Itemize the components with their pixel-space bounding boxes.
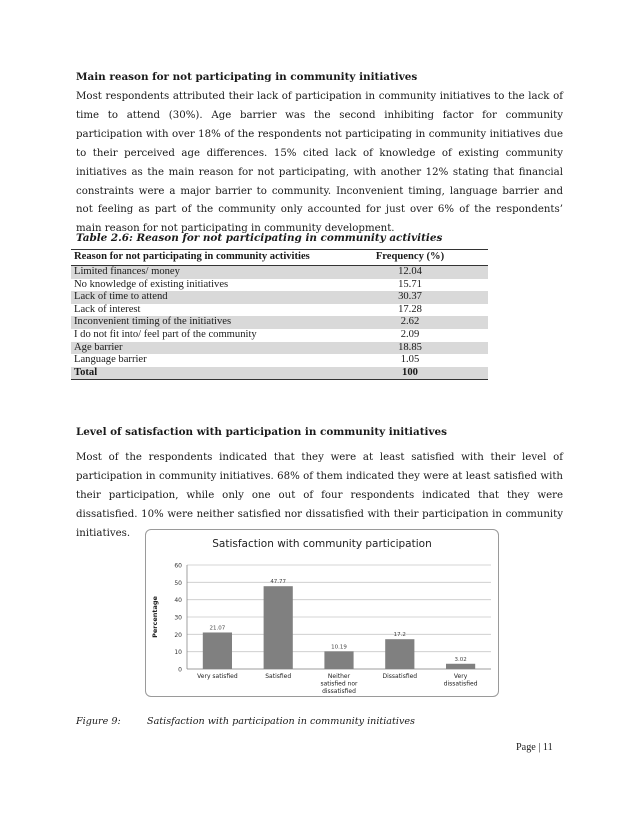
header-reason: Reason for not participating in community activities [71, 250, 332, 266]
bar [264, 586, 293, 669]
reason-cell: Lack of time to attend [71, 291, 332, 304]
section-heading-satisfaction: Level of satisfaction with participation in community initiatives [76, 426, 447, 438]
y-tick-label: 60 [174, 562, 182, 570]
x-tick-label: dissatisfied [322, 688, 356, 695]
section-heading-reasons: Main reason for not participating in community initiatives [76, 71, 418, 83]
reasons-table [71, 249, 488, 380]
x-tick-label: Neither [327, 673, 351, 680]
reason-cell: I do not fit into/ feel part of the community [71, 329, 332, 342]
frequency-cell: 17.28 [332, 304, 488, 317]
data-label: 21.07 [209, 625, 226, 632]
frequency-cell: 2.09 [332, 329, 488, 342]
y-tick-label: 40 [174, 597, 182, 605]
reason-cell: Inconvenient timing of the initiatives [71, 316, 332, 329]
x-tick-label: Dissatisfied [382, 673, 418, 680]
satisfaction-bar-chart [146, 530, 498, 696]
frequency-cell: 1.05 [332, 354, 488, 367]
table-total-row [71, 367, 488, 380]
chart-title: Satisfaction with community participation [212, 538, 432, 550]
page-number: Page | 11 [516, 742, 553, 753]
x-tick-label: Very satisfied [197, 673, 238, 680]
figure-label: Figure 9: [76, 716, 121, 727]
reason-cell: Age barrier [71, 342, 332, 355]
reason-cell: Lack of interest [71, 304, 332, 317]
data-label: 10.19 [331, 644, 347, 651]
table-row [71, 329, 488, 342]
bar [324, 651, 353, 669]
table-caption: Table 2.6: Reason for not participating in community activities [76, 232, 443, 244]
data-label: 3.02 [454, 656, 467, 663]
total-value: 100 [332, 367, 488, 380]
paragraph-reasons: Most respondents attributed their lack of participation in community initiatives to the lack of time to attend (30%). Age barrier was the second inhibiting factor for community participation with over 18% of the respondents not participating in community initiatives due to their perceived age differences. 15% cited lack of knowledge of existing community initiatives as the main reason for not participating, with another 12% stating that financial constraints were a major barrier to community. Inconvenient timing, language barrier and not feeling as part of the community only accounted for just over 6% of the respondents’ main reason for not participating in community development. [76, 91, 563, 235]
y-tick-label: 50 [174, 579, 182, 587]
frequency-cell: 12.04 [332, 266, 488, 279]
x-tick-label: Very [453, 673, 468, 680]
data-label: 47.77 [270, 579, 287, 586]
table-row [71, 342, 488, 355]
x-tick-label: dissatisfied [443, 680, 478, 688]
y-tick-label: 30 [174, 614, 182, 622]
table-row [71, 354, 488, 367]
reason-cell: Limited finances/ money [71, 266, 332, 279]
figure-caption: Satisfaction with participation in community initiatives [147, 716, 415, 727]
bar [385, 639, 414, 669]
frequency-cell: 18.85 [332, 342, 488, 355]
table-row [71, 291, 488, 304]
y-axis-label: Percentage [151, 596, 159, 638]
bar [446, 664, 475, 669]
x-tick-label: satisfied nor [320, 680, 358, 688]
frequency-cell: 15.71 [332, 279, 488, 292]
frequency-cell: 2.62 [332, 316, 488, 329]
frequency-cell: 30.37 [332, 291, 488, 304]
table-row [71, 316, 488, 329]
data-label: 17.2 [393, 632, 406, 639]
total-label: Total [71, 367, 332, 380]
reason-cell: No knowledge of existing initiatives [71, 279, 332, 292]
table-row [71, 279, 488, 292]
chart-frame [145, 529, 499, 697]
paragraph-satisfaction: Most of the respondents indicated that they were at least satisfied with their level of participation in community initiatives. 68% of them indicated they were at least satisfied with their participation, while only one out of four respondents indicated that they were dissatisfied. 10% were neither satisfied nor dissatisfied with their participation in community initiatives. [76, 452, 563, 539]
y-tick-label: 0 [178, 666, 182, 674]
y-tick-label: 20 [174, 631, 182, 639]
header-frequency: Frequency (%) [332, 250, 488, 266]
y-tick-label: 10 [174, 649, 182, 657]
reason-cell: Language barrier [71, 354, 332, 367]
x-tick-label: Satisfied [265, 673, 292, 680]
bar [203, 632, 232, 669]
table-row [71, 304, 488, 317]
table-row [71, 266, 488, 279]
table-header-row [71, 250, 488, 266]
